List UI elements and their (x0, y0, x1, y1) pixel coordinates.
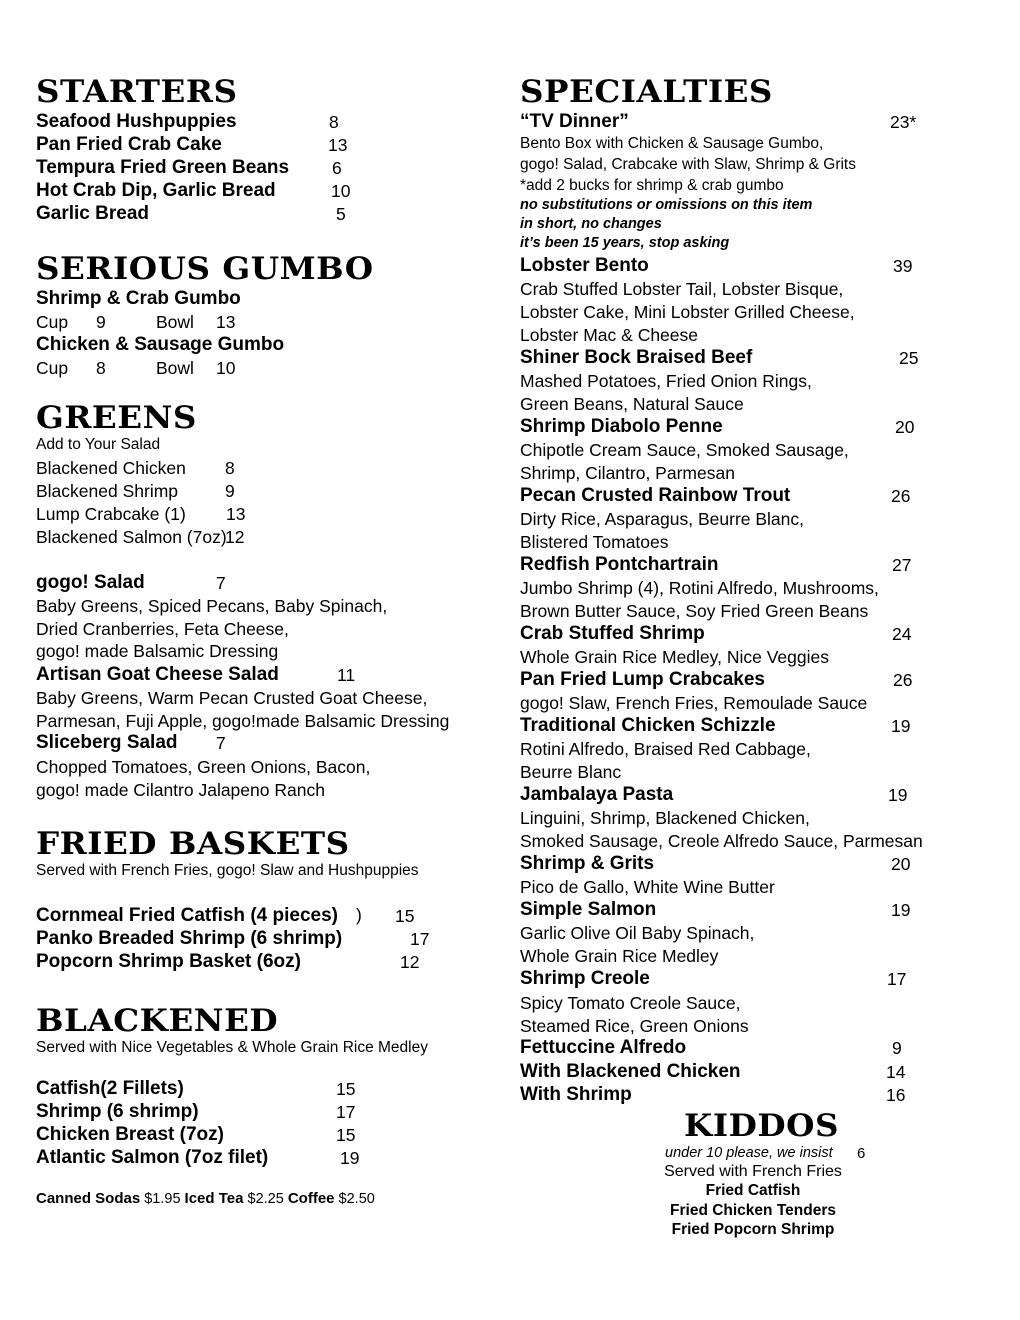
addons-title: Add to Your Salad (36, 436, 161, 453)
drink-label: Canned Sodas (36, 1190, 141, 1207)
menu-item-name: With Shrimp (520, 1084, 632, 1105)
kiddos-heading: KIDDOS (684, 1108, 839, 1144)
menu-item-name: Seafood Hushpuppies (36, 111, 237, 132)
kiddos-item: Fried Chicken Tenders (670, 1201, 836, 1219)
menu-item-price: 15 (336, 1079, 356, 1099)
item-warning: in short, no changes (520, 216, 662, 232)
item-description: Chopped Tomatoes, Green Onions, Bacon, (36, 757, 371, 777)
menu-item-name: Artisan Goat Cheese Salad (36, 664, 279, 685)
menu-item-price: 9 (892, 1038, 902, 1058)
item-description: Brown Butter Sauce, Soy Fried Green Beans (520, 601, 869, 621)
kiddos-item: Fried Catfish (705, 1182, 801, 1199)
menu-item-name: Redfish Pontchartrain (520, 554, 719, 575)
item-description: Dirty Rice, Asparagus, Beurre Blanc, (520, 509, 805, 529)
item-description: Whole Grain Rice Medley, Nice Veggies (520, 647, 829, 667)
fried-heading: FRIED BASKETS (36, 826, 350, 862)
menu-item-name: Fettuccine Alfredo (520, 1037, 687, 1058)
item-description: Blistered Tomatoes (520, 532, 669, 552)
menu-item-price: 6 (332, 158, 342, 178)
menu-item-price: 10 (331, 181, 351, 201)
item-description: Parmesan, Fuji Apple, gogo!made Balsamic Dressing (36, 711, 450, 731)
item-description: Smoked Sausage, Creole Alfredo Sauce, Parmesan (520, 831, 923, 851)
menu-item-price: 20 (895, 417, 915, 437)
menu-item-price: 25 (899, 348, 919, 368)
item-description: Bento Box with Chicken & Sausage Gumbo, (520, 135, 824, 152)
menu-item-price: 19 (340, 1148, 360, 1168)
blackened-heading: BLACKENED (36, 1003, 279, 1039)
menu-item-name: Pan Fried Lump Crabcakes (520, 669, 765, 690)
item-description: gogo! made Cilantro Jalapeno Ranch (36, 780, 325, 800)
menu-item-price: 19 (891, 716, 911, 736)
menu-item-name: Pecan Crusted Rainbow Trout (520, 485, 791, 506)
item-description: Lobster Cake, Mini Lobster Grilled Cheese, (520, 302, 855, 322)
menu-item-name: Simple Salmon (520, 899, 657, 920)
bowl-price: 10 (216, 358, 236, 378)
bowl-label: Bowl (156, 312, 194, 332)
addon-name: Lump Crabcake (1) (36, 504, 186, 524)
menu-item-price: 11 (337, 665, 356, 685)
drinks-line (36, 1190, 375, 1207)
cup-label: Cup (36, 358, 69, 378)
item-description: Rotini Alfredo, Braised Red Cabbage, (520, 739, 811, 759)
menu-item-price: 19 (888, 785, 908, 805)
drink-price: $2.25 (247, 1191, 284, 1207)
kiddos-list (600, 1162, 906, 1240)
drink-label: Iced Tea (184, 1190, 244, 1207)
menu-item-name: Shrimp (6 shrimp) (36, 1101, 199, 1122)
addon-name: Blackened Salmon (7oz) (36, 527, 227, 547)
cup-price: 8 (96, 358, 106, 378)
starters-heading: STARTERS (36, 74, 238, 110)
addon-name: Blackened Shrimp (36, 481, 179, 501)
specialties-heading: SPECIALTIES (520, 74, 773, 110)
item-description: *add 2 bucks for shrimp & crab gumbo (520, 177, 784, 194)
drink-price: $1.95 (144, 1191, 181, 1207)
menu-item-name: Shrimp & Grits (520, 853, 655, 874)
addon-name: Blackened Chicken (36, 458, 186, 478)
item-warning: no substitutions or omissions on this item (520, 197, 813, 213)
menu-item-price: 15 (395, 906, 415, 926)
item-description: Linguini, Shrimp, Blackened Chicken, (520, 808, 810, 828)
menu-item-name: Shiner Bock Braised Beef (520, 347, 753, 368)
cup-label: Cup (36, 312, 69, 332)
fried-note: Served with French Fries, gogo! Slaw and Hushpuppies (36, 862, 419, 879)
menu-item-name: Atlantic Salmon (7oz filet) (36, 1147, 269, 1168)
item-description: Pico de Gallo, White Wine Butter (520, 877, 775, 897)
menu-item-name: Popcorn Shrimp Basket (6oz) (36, 951, 301, 972)
menu-item-price: 15 (336, 1125, 356, 1145)
menu-item-price: 39 (893, 256, 913, 276)
menu-item-name: Catfish(2 Fillets) (36, 1078, 184, 1099)
bowl-label: Bowl (156, 358, 194, 378)
menu-item-name: Shrimp & Crab Gumbo (36, 288, 241, 309)
menu-item-price: 7 (216, 573, 226, 593)
blackened-note: Served with Nice Vegetables & Whole Grain Rice Medley (36, 1039, 428, 1056)
menu-item-name: Shrimp Creole (520, 968, 650, 989)
item-description: gogo! Salad, Crabcake with Slaw, Shrimp & Grits (520, 156, 856, 173)
kiddos-note: under 10 please, we insist (665, 1145, 833, 1161)
item-description: Steamed Rice, Green Onions (520, 1016, 749, 1036)
addon-price: 9 (225, 481, 235, 501)
item-warning: it’s been 15 years, stop asking (520, 235, 730, 251)
menu-item-price: 13 (328, 135, 348, 155)
kiddos-item: Fried Popcorn Shrimp (671, 1221, 835, 1238)
menu-item-name: Traditional Chicken Schizzle (520, 715, 776, 736)
menu-item-name: With Blackened Chicken (520, 1061, 741, 1082)
item-description: Crab Stuffed Lobster Tail, Lobster Bisque, (520, 279, 844, 299)
item-description: Chipotle Cream Sauce, Smoked Sausage, (520, 440, 849, 460)
menu-item-name: Chicken Breast (7oz) (36, 1124, 224, 1145)
item-description: Spicy Tomato Creole Sauce, (520, 993, 741, 1013)
gumbo-heading: SERIOUS GUMBO (36, 251, 374, 287)
item-description: Mashed Potatoes, Fried Onion Rings, (520, 371, 812, 391)
menu-item-name: Chicken & Sausage Gumbo (36, 334, 285, 355)
item-description: gogo! Slaw, French Fries, Remoulade Sauce (520, 693, 868, 713)
cup-price: 9 (96, 312, 106, 332)
kiddos-price: 6 (857, 1145, 866, 1162)
menu-item-price: 16 (886, 1085, 906, 1105)
menu-item-price: 23* (890, 112, 917, 132)
menu-item-price: 19 (891, 900, 911, 920)
menu-item-price: 24 (892, 624, 912, 644)
item-description: Shrimp, Cilantro, Parmesan (520, 463, 735, 483)
item-description: Baby Greens, Warm Pecan Crusted Goat Cheese, (36, 688, 428, 708)
menu-item-name: Garlic Bread (36, 203, 149, 224)
drink-price: $2.50 (338, 1191, 375, 1207)
item-description: Beurre Blanc (520, 762, 622, 782)
addon-price: 12 (225, 527, 245, 547)
addon-price: 13 (226, 504, 246, 524)
bowl-price: 13 (216, 312, 236, 332)
item-description: Green Beans, Natural Sauce (520, 394, 744, 414)
menu-item-price: 8 (329, 112, 339, 132)
menu-item-price: 7 (216, 733, 226, 753)
menu-item-name: Tempura Fried Green Beans (36, 157, 290, 178)
kiddos-served: Served with French Fries (664, 1163, 842, 1180)
menu-item-name: Shrimp Diabolo Penne (520, 416, 723, 437)
menu-item-price: 12 (400, 952, 420, 972)
menu-item-price: 17 (410, 929, 430, 949)
menu-item-name: Cornmeal Fried Catfish (4 pieces) (36, 905, 338, 926)
menu-item-price: 27 (892, 555, 912, 575)
item-description: Dried Cranberries, Feta Cheese, (36, 619, 289, 639)
item-description: Jumbo Shrimp (4), Rotini Alfredo, Mushrooms, (520, 578, 879, 598)
addon-price: 8 (225, 458, 235, 478)
menu-item-price: 17 (887, 969, 907, 989)
menu-item-name: Lobster Bento (520, 255, 649, 276)
paren-char: ) (356, 905, 362, 925)
greens-heading: GREENS (36, 400, 197, 436)
drink-label: Coffee (287, 1190, 335, 1207)
item-description: Whole Grain Rice Medley (520, 946, 719, 966)
menu-item-price: 5 (336, 204, 346, 224)
menu-item-price: 26 (893, 670, 913, 690)
menu-item-price: 26 (891, 486, 911, 506)
menu-item-name: Jambalaya Pasta (520, 784, 674, 805)
menu-item-name: Sliceberg Salad (36, 732, 178, 753)
item-description: Baby Greens, Spiced Pecans, Baby Spinach, (36, 596, 388, 616)
menu-item-name: “TV Dinner” (520, 111, 629, 132)
menu-item-price: 17 (336, 1102, 356, 1122)
menu-item-price: 14 (886, 1062, 906, 1082)
item-description: gogo! made Balsamic Dressing (36, 641, 279, 661)
menu-item-name: Hot Crab Dip, Garlic Bread (36, 180, 276, 201)
menu-item-name: Pan Fried Crab Cake (36, 134, 222, 155)
menu-item-name: gogo! Salad (36, 572, 145, 593)
item-description: Garlic Olive Oil Baby Spinach, (520, 923, 755, 943)
menu-item-price: 20 (891, 854, 911, 874)
menu-item-name: Crab Stuffed Shrimp (520, 623, 705, 644)
menu-item-name: Panko Breaded Shrimp (6 shrimp) (36, 928, 343, 949)
item-description: Lobster Mac & Cheese (520, 325, 699, 345)
